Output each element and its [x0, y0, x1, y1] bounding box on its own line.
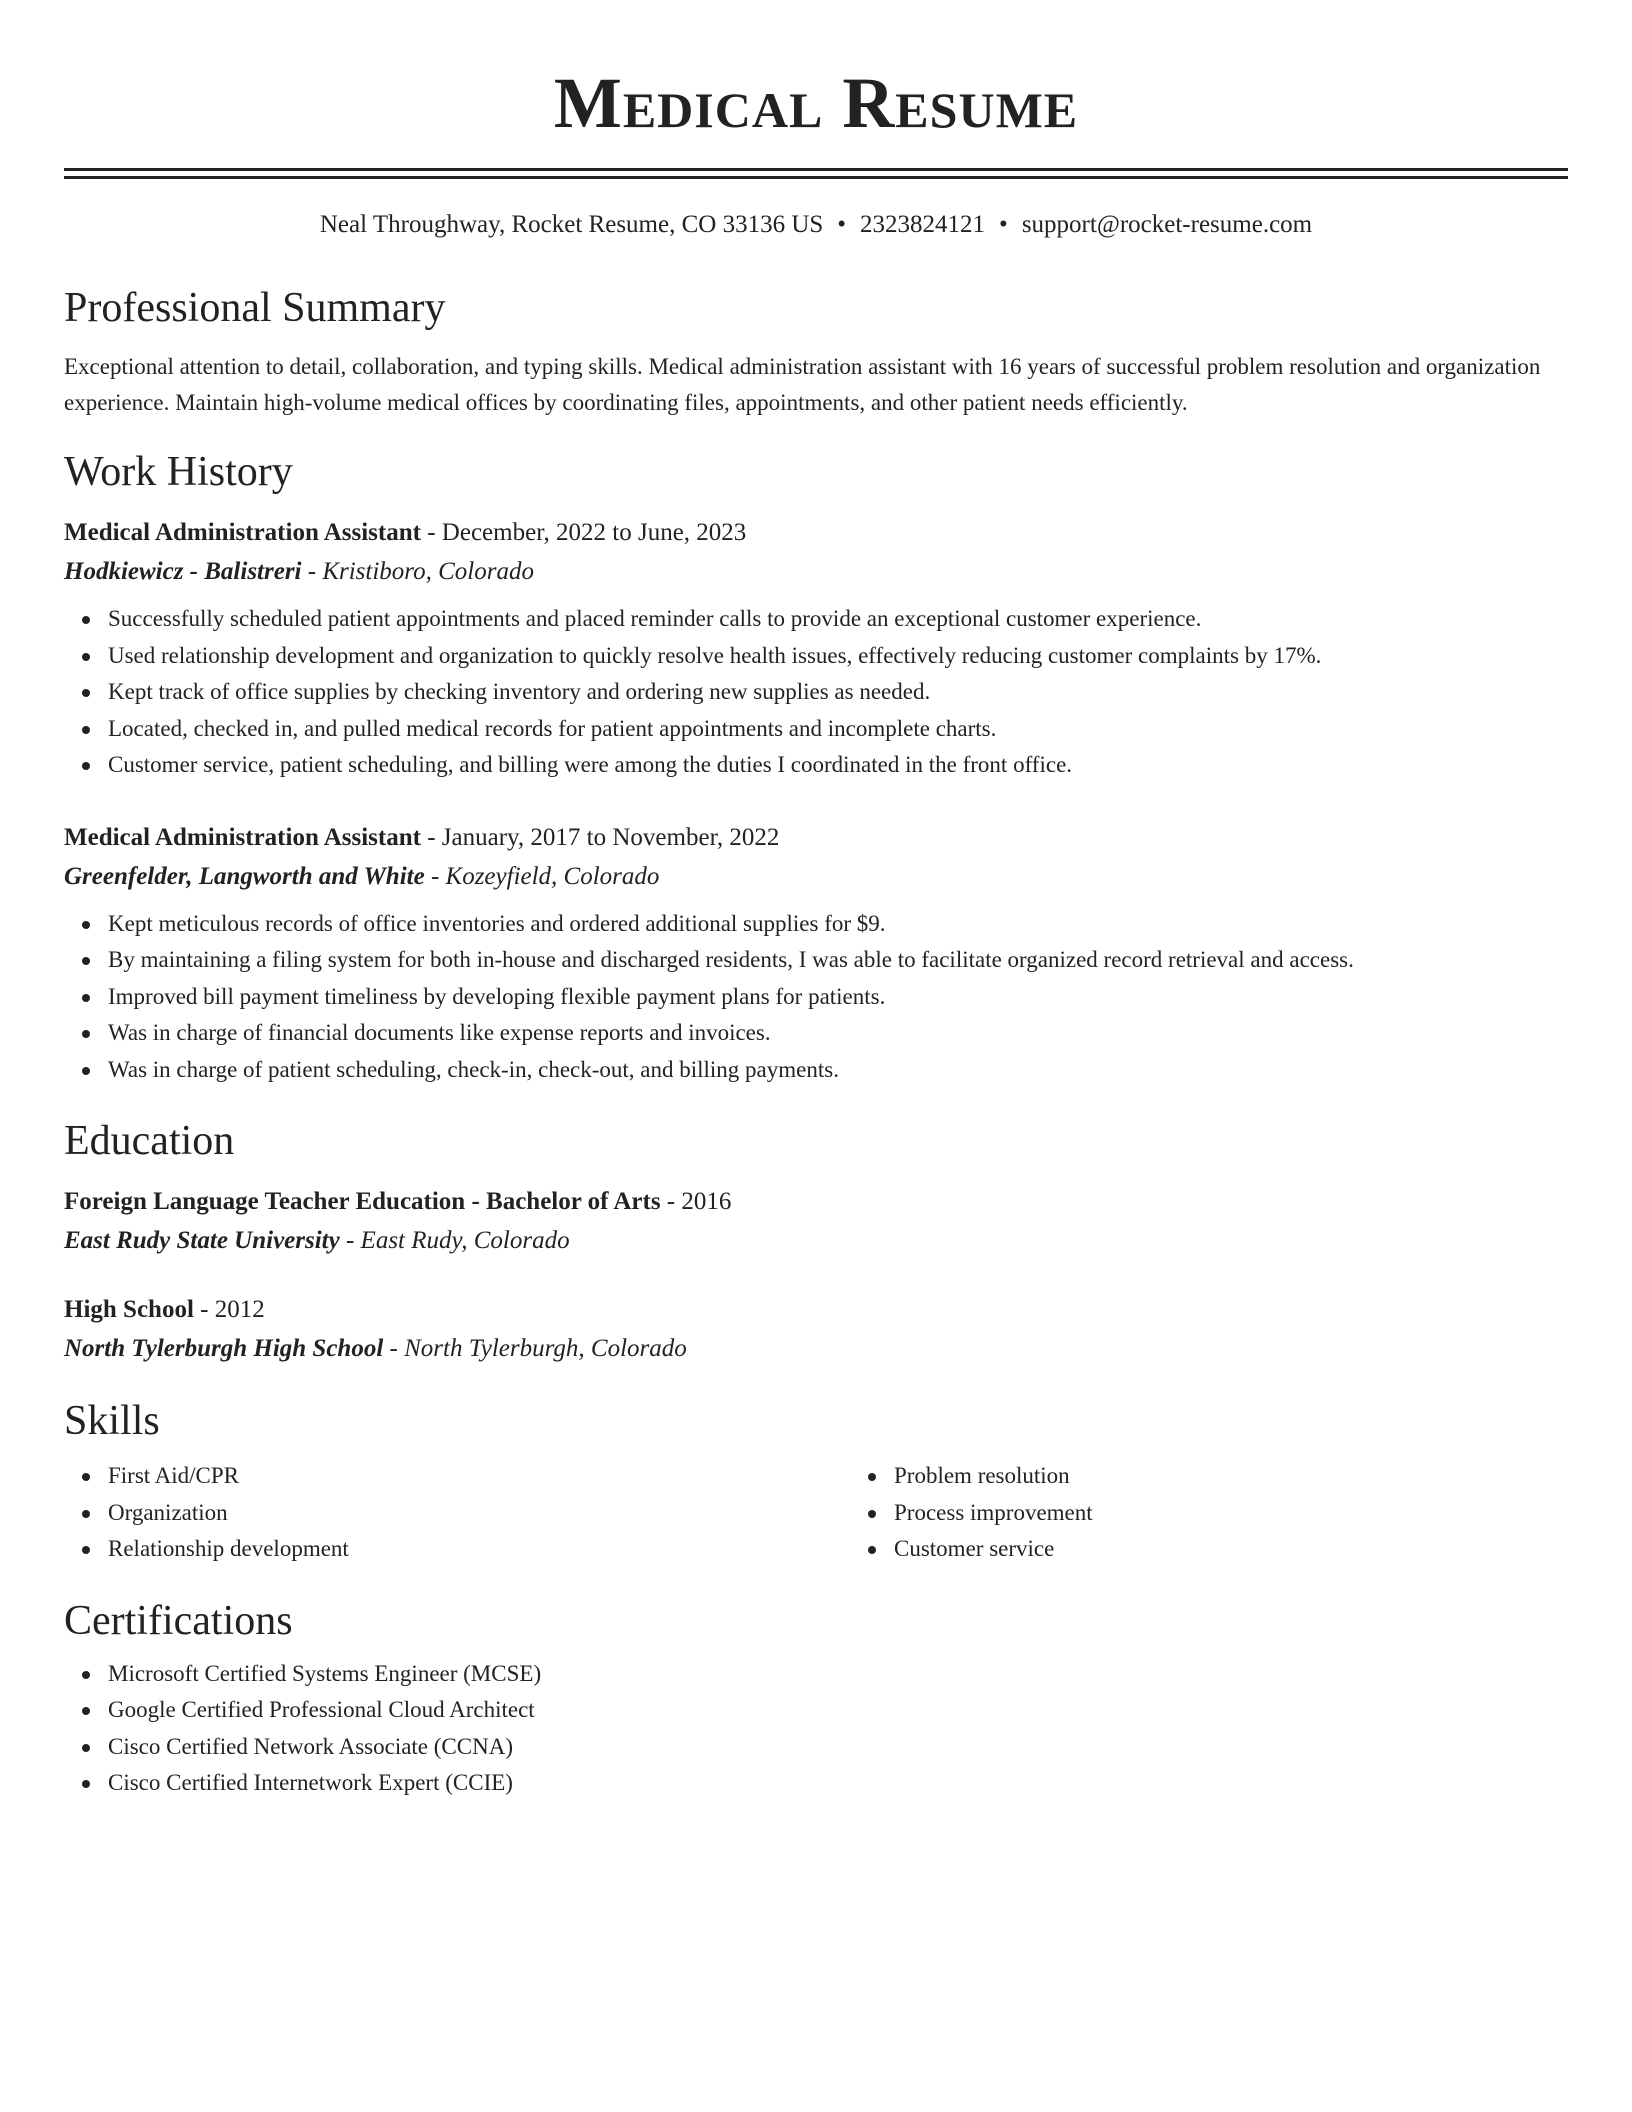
list-item: Successfully scheduled patient appointments and placed reminder calls to provide an exceptional customer experience. — [108, 601, 1568, 638]
contact-phone: 2323824121 — [860, 211, 986, 238]
list-item: Relationship development — [108, 1531, 850, 1568]
graduation-year: - 2016 — [660, 1188, 732, 1215]
contact-separator: • — [999, 211, 1008, 238]
job-company-line — [64, 858, 1568, 896]
school-name: East Rudy State University — [64, 1227, 340, 1254]
title-double-rule — [64, 168, 1568, 179]
list-item: Google Certified Professional Cloud Architect — [108, 1692, 1568, 1729]
job-title: Medical Administration Assistant — [64, 519, 421, 546]
section-heading-certifications: Certifications — [64, 1597, 293, 1644]
list-item: Was in charge of patient scheduling, check-in, check-out, and billing payments. — [108, 1052, 1568, 1089]
education-entry — [64, 1290, 1568, 1368]
degree-line — [64, 1290, 1568, 1330]
job-title-line — [64, 513, 1568, 553]
job-company: Hodkiewicz - Balistreri — [64, 558, 302, 585]
list-item: Organization — [108, 1495, 850, 1532]
list-item: Process improvement — [894, 1495, 1632, 1532]
job-entry — [64, 513, 1568, 784]
skills-list-left — [64, 1458, 850, 1568]
certifications-list — [64, 1656, 1568, 1802]
list-item: Located, checked in, and pulled medical records for patient appointments and incomplete charts. — [108, 711, 1568, 748]
contact-line — [64, 209, 1568, 241]
job-title: Medical Administration Assistant — [64, 823, 421, 851]
list-item: Used relationship development and organization to quickly resolve health issues, effectively reducing customer complaints by 17%. — [108, 638, 1568, 675]
school-line — [64, 1222, 1568, 1260]
list-item: Customer service, patient scheduling, and billing were among the duties I coordinated in the front office. — [108, 747, 1568, 784]
list-item: Microsoft Certified Systems Engineer (MCSE) — [108, 1656, 1568, 1693]
degree: High School — [64, 1296, 194, 1323]
list-item: Cisco Certified Network Associate (CCNA) — [108, 1729, 1568, 1766]
job-location: - Kristiboro, Colorado — [301, 558, 534, 585]
resume-page — [64, 0, 1568, 1802]
list-item: Was in charge of financial documents like expense reports and invoices. — [108, 1015, 1568, 1052]
job-dates: - December, 2022 to June, 2023 — [420, 519, 747, 546]
list-item: Kept track of office supplies by checking inventory and ordering new supplies as needed. — [108, 674, 1568, 711]
summary-text: Exceptional attention to detail, collaboration, and typing skills. Medical administration assistant with 16 years of successful problem resolution and organization experience. Maintain high-volume medical offices by coordinating files, appointments, and other patient needs efficiently. — [64, 354, 1541, 415]
job-dates: - January, 2017 to November, 2022 — [420, 823, 780, 851]
contact-separator: • — [837, 211, 847, 238]
section-heading-work-history: Work History — [64, 449, 293, 495]
job-duties-list — [64, 601, 1568, 784]
job-entry — [64, 818, 1568, 1089]
section-heading-summary: Professional Summary — [64, 285, 446, 331]
skills-list-right — [850, 1458, 1632, 1568]
section-heading-education: Education — [64, 1118, 235, 1164]
contact-email: support@rocket-resume.com — [1021, 211, 1313, 238]
list-item: By maintaining a filing system for both in-house and discharged residents, I was able to facilitate organized record retrieval and access. — [108, 942, 1568, 979]
list-item: Cisco Certified Internetwork Expert (CCIE) — [108, 1765, 1568, 1802]
job-location: - Kozeyfield, Colorado — [424, 862, 660, 890]
contact-address: Neal Throughway, Rocket Resume, CO 33136 US — [319, 211, 824, 238]
job-company: Greenfelder, Langworth and White — [64, 862, 425, 890]
education-entry — [64, 1182, 1568, 1260]
job-company-line — [64, 553, 1568, 591]
school-location: - East Rudy, Colorado — [339, 1227, 570, 1254]
school-name: North Tylerburgh High School — [64, 1335, 384, 1362]
school-location: - North Tylerburgh, Colorado — [383, 1335, 687, 1362]
graduation-year: - 2012 — [193, 1296, 265, 1323]
list-item: Improved bill payment timeliness by developing flexible payment plans for patients. — [108, 979, 1568, 1016]
job-title-line — [64, 818, 1568, 858]
job-duties-list — [64, 906, 1568, 1089]
resume-title: Medical Resume — [553, 63, 1079, 143]
degree-line — [64, 1182, 1568, 1222]
list-item: Customer service — [894, 1531, 1632, 1568]
school-line — [64, 1330, 1568, 1368]
skills-grid — [64, 1458, 1568, 1568]
list-item: Kept meticulous records of office inventories and ordered additional supplies for $9. — [108, 906, 1568, 943]
degree: Foreign Language Teacher Education - Bachelor of Arts — [64, 1188, 661, 1215]
list-item: Problem resolution — [894, 1458, 1632, 1495]
list-item: First Aid/CPR — [108, 1458, 850, 1495]
section-heading-skills: Skills — [64, 1398, 160, 1444]
